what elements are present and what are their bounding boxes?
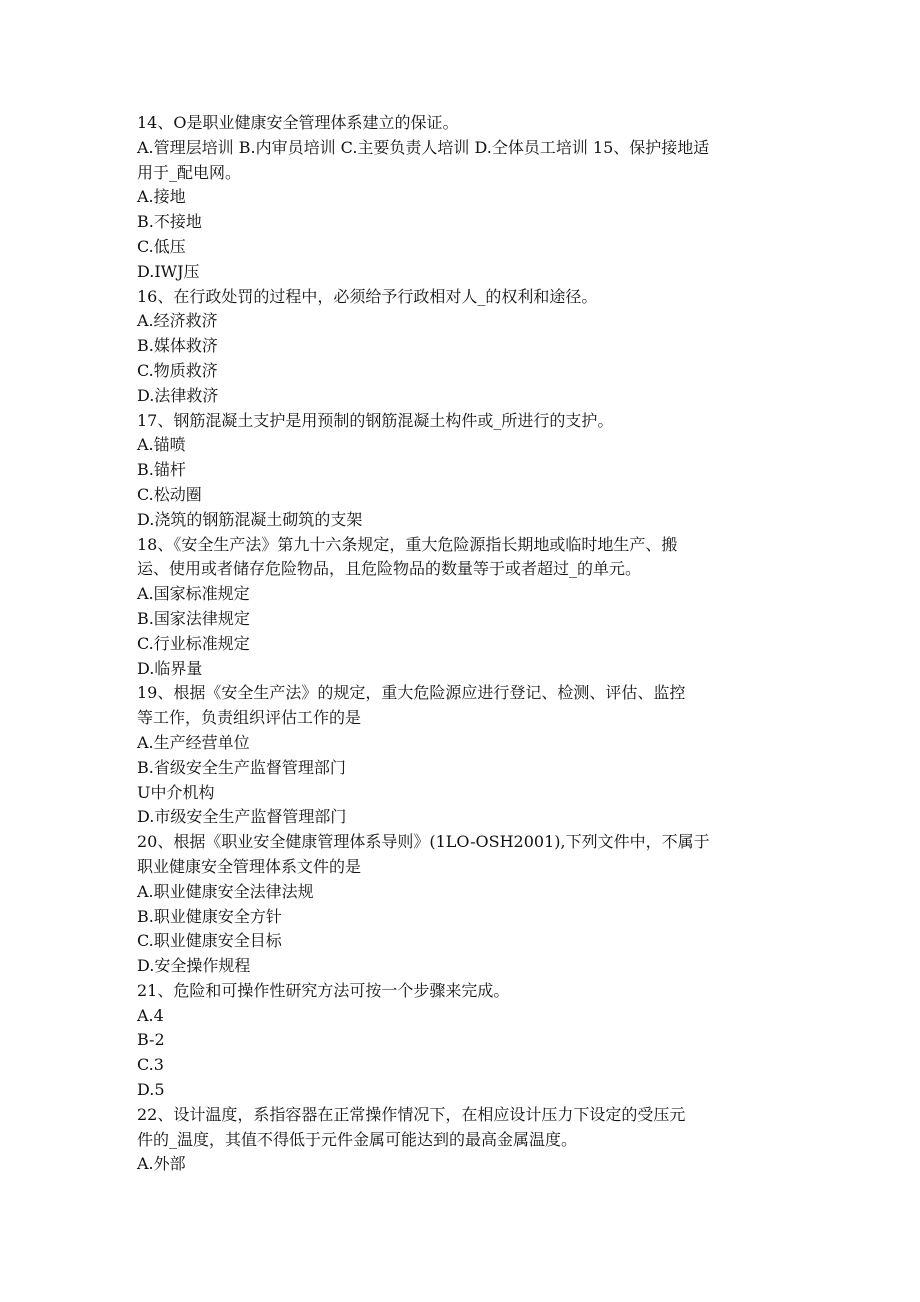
q20-stem: 20、根据《职业安全健康管理体系导则》(1LO-OSH2001),下列文件中，不属于 (137, 832, 710, 852)
q20-stem-cont: 职业健康安全管理体系文件的是 (137, 856, 362, 876)
q18-stem-cont: 运、使用或者储存危险物品，且危险物品的数量等于或者超过_的单元。 (137, 559, 642, 579)
document-page (137, 111, 787, 1177)
q17-option-d: D.浇筑的钢筋混凝土砌筑的支架 (137, 509, 363, 529)
q19-stem-cont: 等工作，负责组织评估工作的是 (137, 708, 362, 728)
q21-option-d: D.5 (137, 1080, 165, 1100)
q18-option-d: D.临界量 (137, 658, 203, 678)
q14-options-q15-stem: A.管理层培训 B.内审员培训 C.主要负责人培训 D.仝体员工培训 15、保护接地适 (137, 137, 710, 157)
q15-stem-cont: 用于_配电网。 (137, 162, 242, 182)
q19-option-c: U中介机构 (137, 782, 215, 802)
q19-option-a: A.生产经营单位 (137, 732, 250, 752)
q20-option-c: C.职业健康安全目标 (137, 931, 282, 951)
q15-option-a: A.接地 (137, 187, 186, 207)
q15-option-d: D.IWJ压 (137, 261, 200, 281)
q14-stem: 14、O是职业健康安全管理体系建立的保证。 (137, 113, 459, 132)
q17-option-c: C.松动圈 (137, 484, 202, 504)
q20-option-d: D.安全操作规程 (137, 956, 251, 976)
q18-option-a: A.国家标准规定 (137, 584, 250, 604)
q22-stem: 22、设计温度，系指容器在正常操作情况下，在相应设计压力下设定的受压元 (137, 1104, 686, 1124)
q22-option-a: A.外部 (137, 1154, 186, 1174)
q18-option-b: B.国家法律规定 (137, 608, 250, 628)
q17-stem: 17、钢筋混凝土支护是用预制的钢筋混凝土构件或_所进行的支护。 (137, 410, 614, 430)
q19-option-b: B.省级安全生产监督管理部门 (137, 757, 346, 777)
q16-option-a: A.经济救济 (137, 311, 218, 331)
q16-option-b: B.媒体救济 (137, 336, 218, 356)
q18-stem: 18、《安全生产法》第九十六条规定，重大危险源指长期地或临时地生产、搬 (137, 534, 678, 554)
q20-option-a: A.职业健康安全法律法规 (137, 881, 314, 901)
q16-stem: 16、在行政处罚的过程中，必须给予行政相对人_的权利和途径。 (137, 286, 598, 306)
q15-option-b: B.不接地 (137, 212, 202, 232)
q21-option-c: C.3 (137, 1055, 164, 1075)
q20-option-b: B.职业健康安全方针 (137, 906, 282, 926)
q16-option-d: D.法律救济 (137, 385, 219, 405)
q15-option-c: C.低压 (137, 236, 186, 256)
q19-stem: 19、根据《安全生产法》的规定，重大危险源应进行登记、检测、评估、监控 (137, 683, 686, 703)
q17-option-a: A.锚喷 (137, 435, 186, 455)
q17-option-b: B.锚杆 (137, 460, 186, 480)
q21-option-a: A.4 (137, 1005, 164, 1025)
q19-option-d: D.市级安全生产监督管理部门 (137, 807, 347, 827)
q16-option-c: C.物质救济 (137, 360, 218, 380)
q21-option-b: B-2 (137, 1030, 165, 1050)
q22-stem-cont: 件的_温度，其值不得低于元件金属可能达到的最高金属温度。 (137, 1129, 578, 1149)
q21-stem: 21、危险和可操作性研究方法可按一个步骤来完成。 (137, 980, 510, 1000)
q18-option-c: C.行业标准规定 (137, 633, 250, 653)
